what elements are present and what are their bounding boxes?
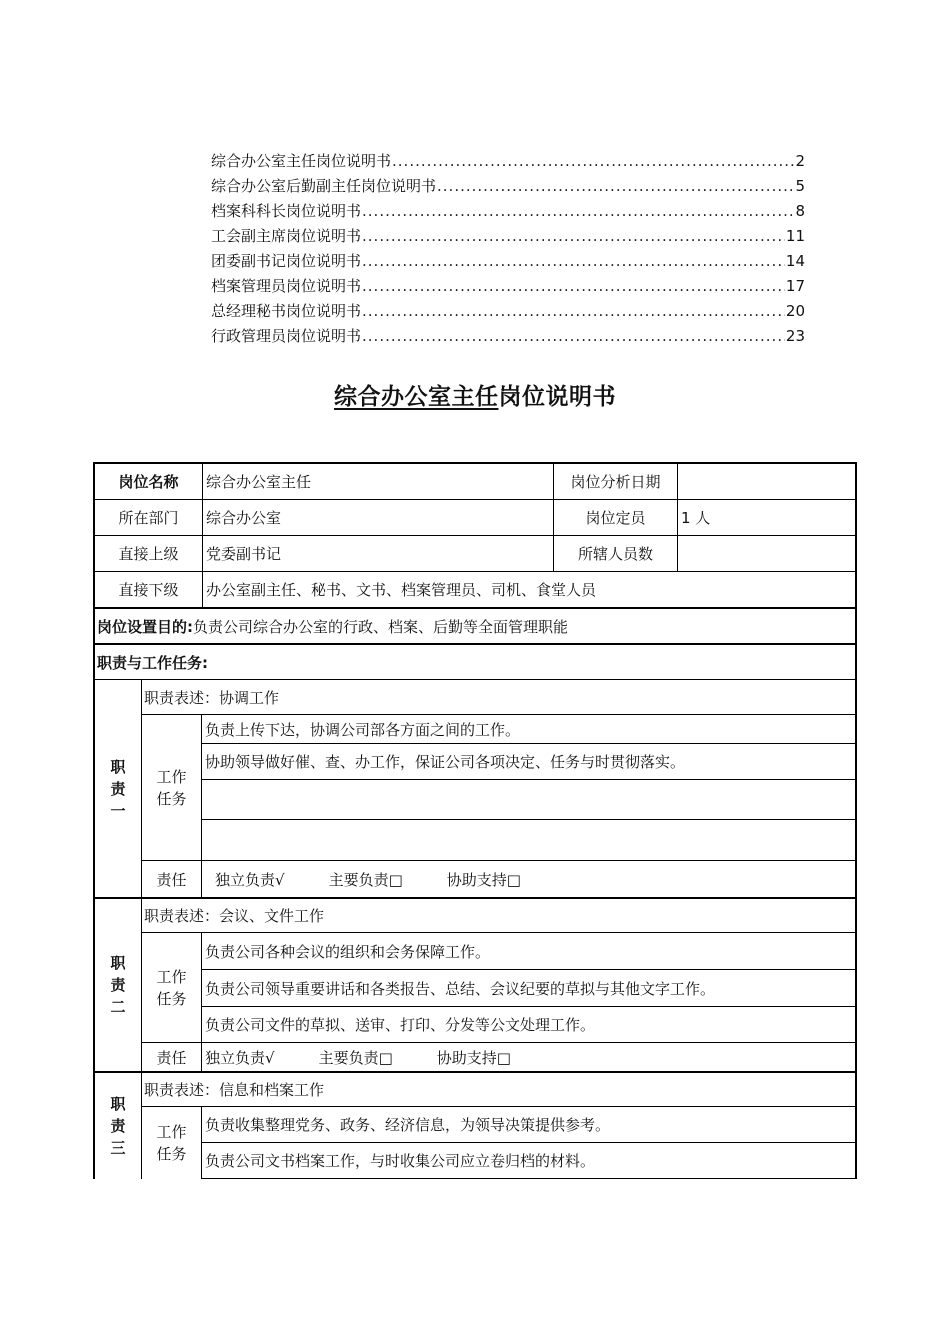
info-row-position bbox=[95, 464, 855, 500]
toc-leader bbox=[362, 224, 785, 249]
task-item: 负责收集整理党务、政务、经济信息，为领导决策提供参考。 bbox=[202, 1107, 855, 1143]
task-item: 负责公司文件的草拟、送审、打印、分发等公文处理工作。 bbox=[205, 1016, 596, 1034]
option-assist[interactable]: 协助支持□ bbox=[436, 1048, 511, 1067]
option-independent[interactable]: 独立负责√ bbox=[215, 870, 285, 889]
subordinates-value: 办公室副主任、秘书、文书、档案管理员、司机、食堂人员 bbox=[206, 581, 597, 599]
duty-label-char: 二 bbox=[110, 998, 126, 1016]
task-label bbox=[142, 715, 202, 860]
toc-entry-title: 档案管理员岗位说明书 bbox=[211, 277, 362, 295]
toc-entry[interactable] bbox=[211, 324, 805, 349]
position-name-label: 岗位名称 bbox=[95, 464, 203, 499]
department-value: 综合办公室 bbox=[203, 500, 554, 535]
toc-entry-page: 23 bbox=[785, 327, 805, 345]
toc-entry-title: 团委副书记岗位说明书 bbox=[211, 252, 362, 270]
toc-entry-page: 20 bbox=[785, 302, 805, 320]
document-title-underlined: 综合办公室主任 bbox=[334, 384, 499, 410]
toc-entry-page: 8 bbox=[795, 202, 805, 220]
task-list bbox=[202, 1107, 855, 1179]
duty-description: 职责表述：信息和档案工作 bbox=[142, 1073, 855, 1107]
duty-description: 职责表述：协调工作 bbox=[142, 680, 855, 715]
toc-entry[interactable] bbox=[211, 249, 805, 274]
duty-block bbox=[95, 1073, 855, 1179]
toc-entry-title: 总经理秘书岗位说明书 bbox=[211, 302, 362, 320]
task-item bbox=[202, 780, 855, 820]
task-item: 负责公司文书档案工作，与时收集公司应立卷归档的材料。 bbox=[202, 1143, 855, 1179]
toc-entry-page: 14 bbox=[785, 252, 805, 270]
task-item: 协助领导做好催、查、办工作，保证公司各项决定、任务与时贯彻落实。 bbox=[202, 744, 855, 780]
position-name-value: 综合办公室主任 bbox=[203, 464, 554, 499]
duty-label-char: 责 bbox=[110, 779, 126, 798]
duty-label-char: 职 bbox=[110, 1095, 126, 1113]
option-independent[interactable]: 独立负责√ bbox=[205, 1048, 275, 1067]
responsibility-label: 责任 bbox=[142, 1043, 202, 1071]
toc-leader bbox=[362, 199, 794, 224]
responsibility-row bbox=[142, 1043, 855, 1071]
responsibility-label: 责任 bbox=[142, 861, 202, 897]
toc-entry-page: 2 bbox=[795, 152, 805, 170]
task-label-line: 任务 bbox=[156, 789, 187, 808]
duty-body bbox=[142, 680, 855, 897]
department-label: 所在部门 bbox=[95, 500, 203, 535]
task-label bbox=[142, 1107, 202, 1179]
duties-header-row bbox=[95, 645, 855, 680]
duty-label-char: 职 bbox=[110, 757, 126, 776]
task-list bbox=[202, 715, 855, 860]
toc-leader bbox=[437, 174, 794, 199]
task-label-line: 工作 bbox=[156, 967, 187, 986]
toc-entry[interactable] bbox=[211, 149, 805, 174]
superior-label: 直接上级 bbox=[95, 536, 203, 571]
toc-leader bbox=[392, 149, 794, 174]
toc-entry[interactable] bbox=[211, 199, 805, 224]
toc-entry-page: 5 bbox=[795, 177, 805, 195]
subordinates-label: 直接下级 bbox=[95, 572, 203, 607]
duties-header: 职责与工作任务: bbox=[97, 653, 208, 672]
headcount-label: 岗位定员 bbox=[554, 500, 678, 535]
document-title bbox=[0, 378, 950, 411]
analysis-date-value bbox=[678, 464, 855, 499]
task-item: 负责上传下达，协调公司部各方面之间的工作。 bbox=[202, 715, 855, 744]
subordinates-count-value bbox=[678, 536, 855, 571]
purpose-cell bbox=[95, 609, 855, 643]
duty-body bbox=[142, 1073, 855, 1179]
toc-entry-title: 档案科科长岗位说明书 bbox=[211, 202, 362, 220]
duty-label bbox=[95, 899, 142, 1071]
task-item: 负责公司各种会议的组织和会务保障工作。 bbox=[202, 933, 855, 970]
task-label-line: 工作 bbox=[156, 1123, 187, 1141]
toc-entry[interactable] bbox=[211, 274, 805, 299]
duty-body bbox=[142, 899, 855, 1071]
purpose-label: 岗位设置目的: bbox=[97, 617, 193, 636]
toc-entry[interactable] bbox=[211, 174, 805, 199]
duty-description: 职责表述：会议、文件工作 bbox=[142, 899, 855, 933]
responsibility-options bbox=[202, 1043, 855, 1071]
option-assist[interactable]: 协助支持□ bbox=[446, 870, 521, 889]
toc-leader bbox=[362, 274, 785, 299]
duty-label-char: 职 bbox=[110, 954, 126, 972]
duty-label-char: 一 bbox=[110, 801, 126, 820]
task-section bbox=[142, 933, 855, 1043]
info-row-department bbox=[95, 500, 855, 536]
purpose-text: 负责公司综合办公室的行政、档案、后勤等全面管理职能 bbox=[193, 617, 569, 636]
info-row-subordinates bbox=[95, 572, 855, 609]
duty-label-char: 责 bbox=[110, 1117, 126, 1135]
responsibility-row bbox=[142, 861, 855, 897]
duty-label-char: 三 bbox=[110, 1139, 126, 1157]
table-of-contents bbox=[211, 149, 805, 349]
toc-entry-title: 工会副主席岗位说明书 bbox=[211, 227, 362, 245]
toc-leader bbox=[362, 249, 785, 274]
toc-leader bbox=[362, 299, 785, 324]
duty-label-char: 责 bbox=[110, 976, 126, 994]
task-section bbox=[142, 1107, 855, 1179]
toc-entry[interactable] bbox=[211, 224, 805, 249]
toc-entry-page: 11 bbox=[785, 227, 805, 245]
task-item bbox=[202, 820, 855, 860]
task-section bbox=[142, 715, 855, 861]
toc-entry-page: 17 bbox=[785, 277, 805, 295]
toc-entry[interactable] bbox=[211, 299, 805, 324]
task-item: 负责公司领导重要讲话和各类报告、总结、会议纪要的草拟与其他文字工作。 bbox=[202, 970, 855, 1007]
duty-block bbox=[95, 680, 855, 899]
duty-label bbox=[95, 680, 142, 897]
toc-leader bbox=[362, 324, 785, 349]
superior-value: 党委副书记 bbox=[203, 536, 554, 571]
duty-label bbox=[95, 1073, 142, 1179]
purpose-row bbox=[95, 609, 855, 645]
option-primary[interactable]: 主要负责□ bbox=[318, 1048, 393, 1067]
analysis-date-label: 岗位分析日期 bbox=[554, 464, 678, 499]
toc-entry-title: 综合办公室主任岗位说明书 bbox=[211, 152, 392, 170]
task-label-line: 任务 bbox=[156, 989, 187, 1008]
info-row-superior bbox=[95, 536, 855, 572]
task-label-line: 任务 bbox=[156, 1145, 187, 1163]
headcount-value: 1 人 bbox=[681, 509, 711, 527]
task-label bbox=[142, 933, 202, 1042]
toc-entry-title: 行政管理员岗位说明书 bbox=[211, 327, 362, 345]
toc-entry-title: 综合办公室后勤副主任岗位说明书 bbox=[211, 177, 437, 195]
job-description-form bbox=[93, 462, 857, 1179]
duty-block bbox=[95, 899, 855, 1073]
task-label-line: 工作 bbox=[156, 767, 187, 786]
document-title-rest: 岗位说明书 bbox=[498, 384, 616, 410]
option-primary[interactable]: 主要负责□ bbox=[328, 870, 403, 889]
subordinates-count-label: 所辖人员数 bbox=[554, 536, 678, 571]
responsibility-options bbox=[202, 861, 855, 897]
task-list bbox=[202, 933, 855, 1042]
